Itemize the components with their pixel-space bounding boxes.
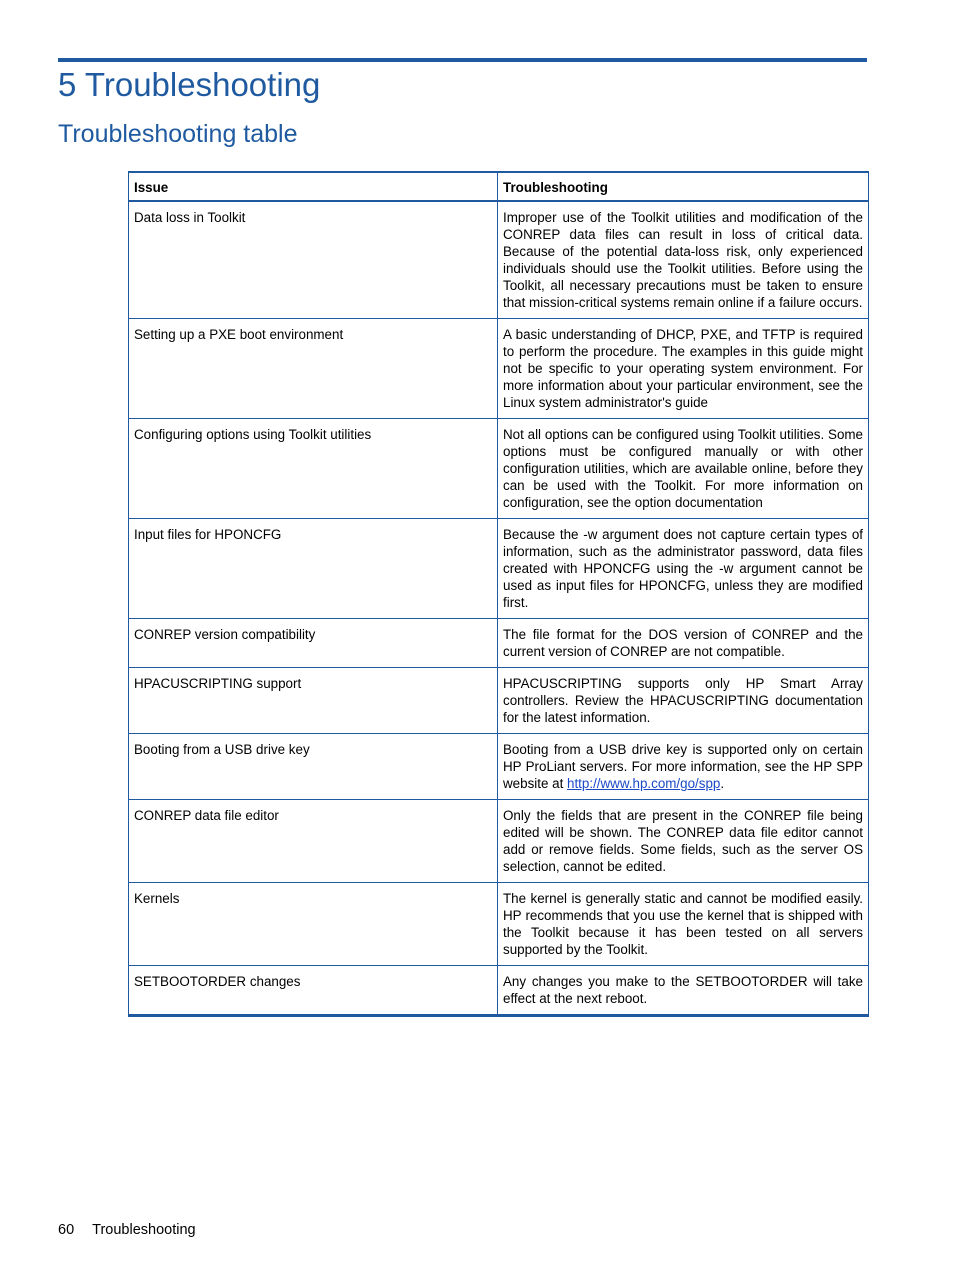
issue-cell: Input files for HPONCFG [129, 519, 498, 619]
troubleshooting-cell: Only the fields that are present in the CONREP file being edited will be shown. The CONREP data file editor cannot add or remove fields. Some fields, such as the server OS selection, cannot be edited. [498, 800, 869, 883]
section-title: Troubleshooting table [58, 120, 298, 148]
troubleshooting-cell: The kernel is generally static and cannot be modified easily. HP recommends that you use the kernel that is shipped with the Toolkit because it has been tested on all servers supported by the Toolkit. [498, 883, 869, 966]
table-row [129, 619, 869, 668]
column-header-issue: Issue [129, 172, 498, 201]
troubleshooting-cell: Not all options can be configured using Toolkit utilities. Some options must be configured manually or with other configuration utilities, which are available online, before they can be used with the Toolkit. For more information on configuration, see the option documentation [498, 419, 869, 519]
table-row [129, 519, 869, 619]
hp-spp-website-link[interactable]: http://www.hp.com/go/spp [567, 776, 721, 791]
issue-cell: Kernels [129, 883, 498, 966]
column-header-troubleshooting: Troubleshooting [498, 172, 869, 201]
troubleshooting-cell: Any changes you make to the SETBOOTORDER will take effect at the next reboot. [498, 966, 869, 1016]
table-row [129, 419, 869, 519]
table-row [129, 201, 869, 319]
troubleshooting-cell: Improper use of the Toolkit utilities and modification of the CONREP data files can result in loss of critical data. Because of the potential data-loss risk, only experienced individuals should use the Toolkit utilities. Before using the Toolkit, all necessary precautions must be taken to ensure that mission-critical systems remain online if a failure occurs. [498, 201, 869, 319]
issue-cell: Booting from a USB drive key [129, 734, 498, 800]
issue-cell: Data loss in Toolkit [129, 201, 498, 319]
page-number: 60 [58, 1222, 75, 1238]
issue-cell: SETBOOTORDER changes [129, 966, 498, 1016]
issue-cell: CONREP version compatibility [129, 619, 498, 668]
sentence-end: . [720, 776, 725, 791]
issue-cell: Setting up a PXE boot environment [129, 319, 498, 419]
troubleshooting-cell [498, 734, 869, 800]
issue-cell: CONREP data file editor [129, 800, 498, 883]
chapter-top-rule [58, 58, 867, 62]
troubleshooting-cell: HPACUSCRIPTING supports only HP Smart Array controllers. Review the HPACUSCRIPTING documentation for the latest information. [498, 668, 869, 734]
table-header-row [129, 172, 869, 201]
table-row [129, 800, 869, 883]
table-row [129, 966, 869, 1016]
troubleshooting-cell: Because the -w argument does not capture certain types of information, such as the administrator password, data files created with HPONCFG using the -w argument cannot be used as input files for HPONCFG, unless they are modified first. [498, 519, 869, 619]
page-footer [58, 1222, 196, 1238]
table-row [129, 319, 869, 419]
footer-section-name: Troubleshooting [92, 1222, 196, 1238]
troubleshooting-cell: The file format for the DOS version of CONREP and the current version of CONREP are not compatible. [498, 619, 869, 668]
table-row [129, 883, 869, 966]
issue-cell: Configuring options using Toolkit utilities [129, 419, 498, 519]
chapter-title: 5 Troubleshooting [58, 66, 321, 103]
table-row [129, 668, 869, 734]
troubleshooting-table [128, 171, 869, 1017]
troubleshooting-text: Booting from a USB drive key is supported only on certain HP ProLiant servers. For more information, see the HP SPP website at [503, 742, 863, 791]
troubleshooting-cell: A basic understanding of DHCP, PXE, and TFTP is required to perform the procedure. The examples in this guide might not be specific to your operating system environment. For more information about your particular environment, see the Linux system administrator's guide [498, 319, 869, 419]
issue-cell: HPACUSCRIPTING support [129, 668, 498, 734]
table-row [129, 734, 869, 800]
